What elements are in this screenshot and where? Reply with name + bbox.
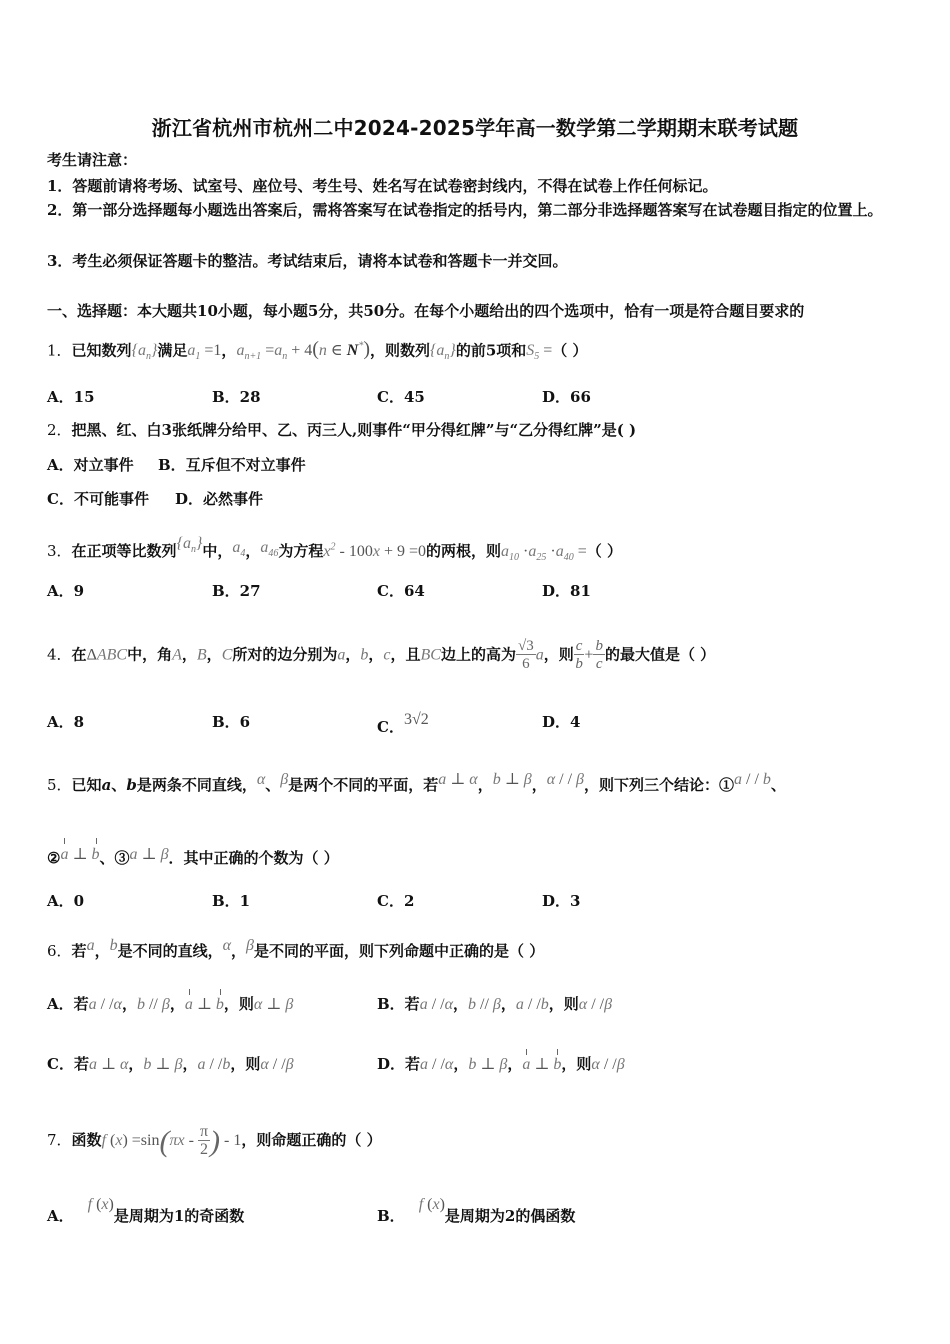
math-recurrence: $a_{n+1} =a_n + 4(n$ ∈ N*) — [236, 338, 370, 363]
math-s5: $S_5$ = — [526, 342, 553, 363]
math-function: f (x) =sin(πx - $\frac{\pi}{2}$ ) - 1 — [101, 1123, 242, 1159]
math-fraction-sqrt3-6: $\frac{√3}{6}$ — [518, 638, 534, 672]
math-sequence: $\{a_n\}$ — [176, 535, 203, 556]
notice-heading: 考生请注意： — [47, 151, 138, 169]
q4-option-d[interactable]: D．4 — [542, 713, 581, 731]
q1-option-a[interactable]: A．15 — [47, 388, 95, 406]
q2-option-a[interactable]: A．对立事件 — [47, 456, 134, 474]
question-number: 6． — [47, 942, 72, 960]
math-equation: $x^2 - 100x + 9 =0$ — [323, 541, 427, 560]
q7-option-b[interactable]: B．f (x)是周期为2的偶函数 — [377, 1196, 576, 1225]
q5-option-b[interactable]: B．1 — [212, 892, 251, 910]
question-7: 7．函数f (x) =sin(πx - $\frac{\pi}{2}$ ) - 1，则命题正确的（ ） — [47, 1123, 382, 1159]
q3-option-c[interactable]: C．64 — [377, 582, 425, 600]
question-1: 1．已知数列$\{a_n\}$满足$a_1 =1$，$a_{n+1} =a_n + 4(n$ ∈ N*)，则数列$\{a_n\}$的前5项和$S_5$ =（ ） — [47, 338, 588, 363]
q5-option-d[interactable]: D．3 — [542, 892, 581, 910]
q6-option-d[interactable]: D．若a / /α，b ⊥ β，a ⊥ b，则α / /β — [377, 1055, 625, 1073]
q4-option-c[interactable]: C．3√2 — [377, 711, 429, 736]
q2-option-b[interactable]: B．互斥但不对立事件 — [158, 456, 306, 474]
math-a46: $a_{46}$ — [260, 539, 279, 560]
q6-option-c[interactable]: C．若a ⊥ α，b ⊥ β，a / /b，则α / /β — [47, 1055, 294, 1073]
q4-option-b[interactable]: B．6 — [212, 713, 251, 731]
q3-option-a[interactable]: A．9 — [47, 582, 85, 600]
q2-option-c[interactable]: C．不可能事件 — [47, 490, 149, 508]
q1-option-b[interactable]: B．28 — [212, 388, 261, 406]
q1-option-d[interactable]: D．66 — [542, 388, 591, 406]
math-sequence: $\{a_n\}$ — [131, 342, 158, 363]
question-3: 3．在正项等比数列$\{a_n\}$中，$a_4$，$a_{46}$为方程$x^2 - 100x + 9 =0$的两根，则$a_{10} \cdot a_{25} \cdot a_{40}$ =（ ） — [47, 535, 622, 564]
question-number: 3． — [47, 542, 72, 560]
q3-option-b[interactable]: B．27 — [212, 582, 261, 600]
question-number: 5． — [47, 776, 72, 794]
math-a1: $a_1 =1$ — [187, 342, 222, 363]
question-number: 2． — [47, 421, 72, 439]
notice-item-1: 1．答题前请将考场、试室号、座位号、考生号、姓名写在试卷密封线内，不得在试卷上作任何标记。 — [47, 177, 718, 195]
notice-item-2: 2．第一部分选择题每小题选出答案后，需将答案写在试卷指定的括号内，第二部分非选择题答案写在试卷题目指定的位置上。 — [47, 201, 883, 219]
q5-option-a[interactable]: A．0 — [47, 892, 85, 910]
question-number: 7． — [47, 1131, 72, 1150]
math-vector-perp: a ⊥ b — [60, 846, 100, 863]
notice-item-3: 3．考生必须保证答题卡的整洁。考试结束后，请将本试卷和答题卡一并交回。 — [47, 252, 568, 270]
question-5-cont: ②a ⊥ b、③a ⊥ β．其中正确的个数为（ ） — [47, 846, 339, 867]
q4-option-a[interactable]: A．8 — [47, 713, 85, 731]
math-a4: $a_4$ — [232, 539, 246, 560]
q6-option-b[interactable]: B．若a / /α，b // β，a / /b，则α / /β — [377, 995, 613, 1013]
question-4: 4．在ΔABC中，角A，B，C所对的边分别为a，b，c，且BC边上的高为 $\frac{√3}{6}$ a，则 $\frac{c}{b}$ + $\frac{b}{c}$ 的最大值是（ ） — [47, 638, 716, 672]
q5-option-c[interactable]: C．2 — [377, 892, 415, 910]
q2-option-d[interactable]: D．必然事件 — [175, 490, 264, 508]
page-title: 浙江省杭州市杭州二中2024-2025学年高一数学第二学期期末联考试题 — [151, 116, 799, 140]
math-sequence: $\{a_n\}$ — [430, 342, 456, 363]
section-heading: 一、选择题：本大题共10小题，每小题5分，共50分。在每个小题给出的四个选项中，恰有一项是符合题目要求的 — [47, 302, 805, 320]
math-product: $a_{10} \cdot a_{25} \cdot a_{40}$ = — [501, 543, 587, 564]
question-6: 6．若a，b是不同的直线，α，β是不同的平面，则下列命题中正确的是（ ） — [47, 937, 545, 960]
question-number: 4． — [47, 645, 72, 664]
q3-option-d[interactable]: D．81 — [542, 582, 591, 600]
math-fraction-c-b: $\frac{c}{b}$ — [575, 638, 583, 672]
math-fraction-b-c: $\frac{b}{c}$ — [595, 638, 603, 672]
q6-option-a[interactable]: A．若a / /α，b // β，a ⊥ b，则α ⊥ β — [47, 995, 294, 1013]
question-5: 5．已知a、b是两条不同直线，α、β是两个不同的平面，若a ⊥ α，b ⊥ β，α / / β，则下列三个结论：①a / / b、 — [47, 771, 786, 794]
question-2: 2．把黑、红、白3张纸牌分给甲、乙、丙三人,则事件“甲分得红牌”与“乙分得红牌”是( ) — [47, 421, 637, 439]
q1-option-c[interactable]: C．45 — [377, 388, 425, 406]
q7-option-a[interactable]: A．f (x)是周期为1的奇函数 — [47, 1196, 245, 1225]
math-triangle: ΔABC — [86, 646, 128, 664]
question-number: 1． — [47, 341, 72, 360]
